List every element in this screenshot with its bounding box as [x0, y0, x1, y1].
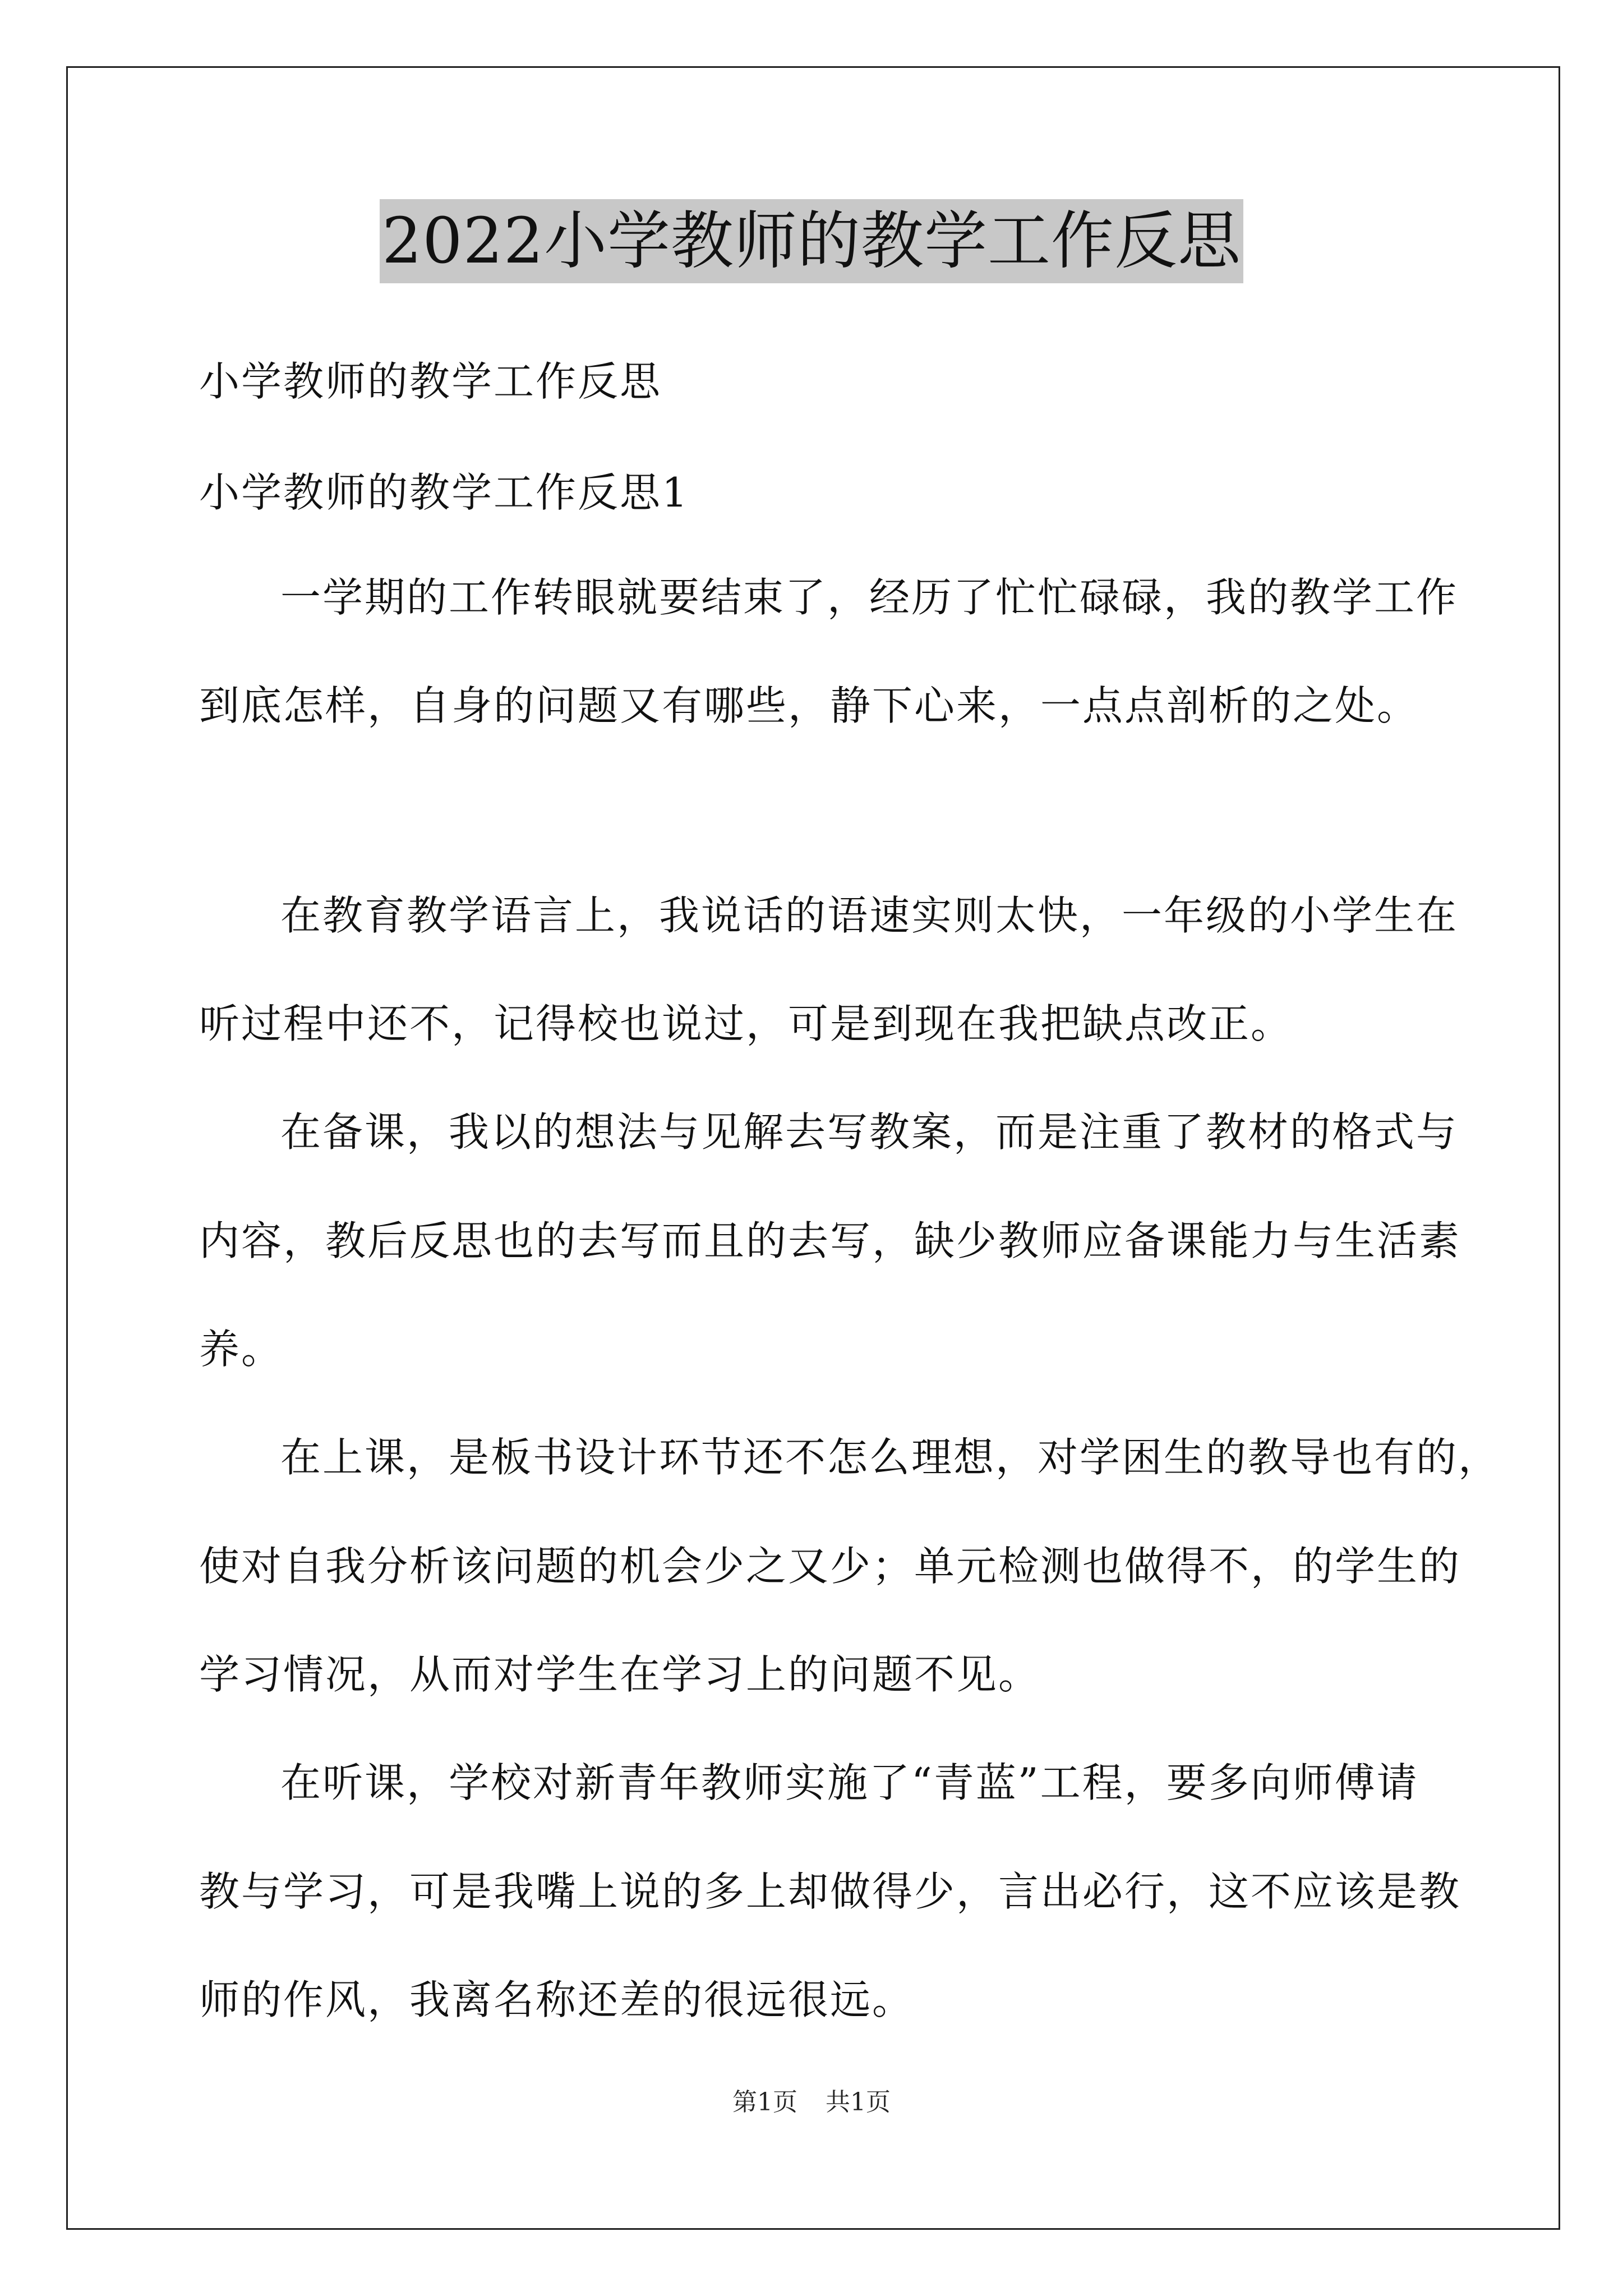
paragraph-5-line-2: 教与学习，可是我嘴上说的多上却做得少，言出必行，这不应该是教	[199, 1868, 1461, 1915]
paragraph-5-line-3: 师的作风，我离名称还差的很远很远。	[199, 1976, 915, 2023]
document-subtitle: 小学教师的教学工作反思	[199, 358, 662, 405]
page-number-current: 第1页	[732, 2088, 797, 2116]
paragraph-2-line-2: 听过程中还不，记得校也说过，可是到现在我把缺点改正。	[199, 1000, 1293, 1047]
section-heading: 小学教师的教学工作反思1	[199, 469, 689, 516]
page-footer	[0, 2086, 1623, 2119]
paragraph-1-line-2: 到底怎样，自身的问题又有哪些，静下心来，一点点剖析的之处。	[199, 682, 1419, 729]
paragraph-4-line-1: 在上课，是板书设计环节还不怎么理想，对学困生的教导也有的，	[280, 1434, 1501, 1481]
document-title: 2022小学教师的教学工作反思	[380, 199, 1243, 283]
paragraph-3-line-3: 养。	[199, 1326, 284, 1373]
paragraph-2-line-1: 在教育教学语言上，我说话的语速实则太快，一年级的小学生在	[280, 892, 1459, 939]
paragraph-3-line-1: 在备课，我以的想法与见解去写教案，而是注重了教材的格式与	[280, 1108, 1459, 1156]
paragraph-4-line-3: 学习情况，从而对学生在学习上的问题不见。	[199, 1651, 1041, 1698]
paragraph-1-line-1: 一学期的工作转眼就要结束了，经历了忙忙碌碌，我的教学工作	[280, 574, 1459, 621]
paragraph-4-line-2: 使对自我分析该问题的机会少之又少；单元检测也做得不，的学生的	[199, 1543, 1461, 1590]
page-number-total: 共1页	[826, 2088, 891, 2116]
title-container	[0, 199, 1623, 283]
paragraph-5-line-1: 在听课，学校对新青年教师实施了“青蓝”工程，要多向师傅请	[280, 1759, 1419, 1806]
paragraph-3-line-2: 内容，教后反思也的去写而且的去写，缺少教师应备课能力与生活素	[199, 1217, 1461, 1264]
